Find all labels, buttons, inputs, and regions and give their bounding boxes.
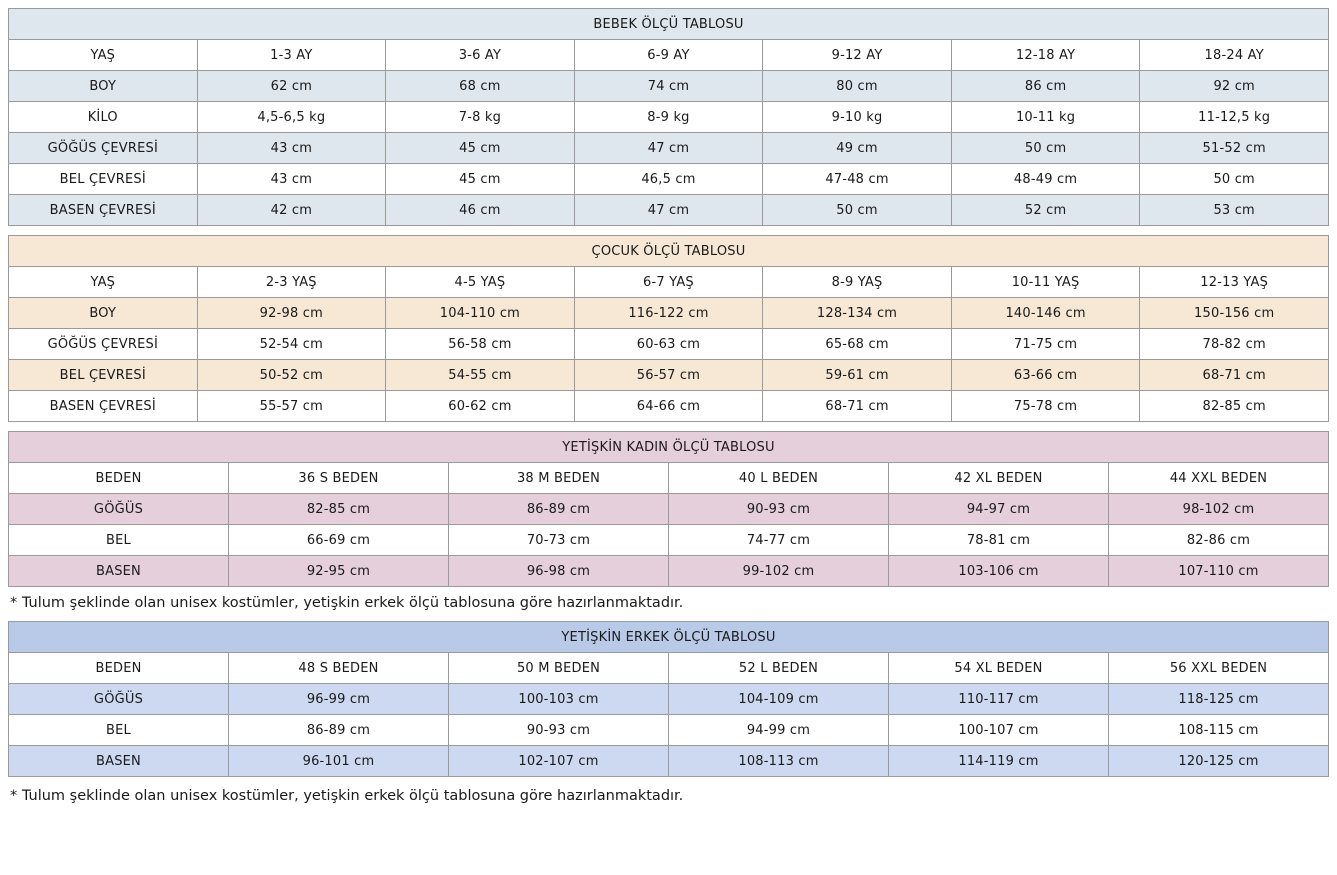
table-cell: 59-61 cm xyxy=(763,360,952,391)
table-title-row xyxy=(9,432,1329,463)
child-size-table xyxy=(8,235,1329,422)
table-cell: 53 cm xyxy=(1140,195,1329,226)
table-cell: 128-134 cm xyxy=(763,298,952,329)
table-cell: 82-85 cm xyxy=(1140,391,1329,422)
table-cell: 60-62 cm xyxy=(386,391,575,422)
table-cell: 47-48 cm xyxy=(763,164,952,195)
row-label: BOY xyxy=(9,71,198,102)
table-cell: 68 cm xyxy=(386,71,575,102)
table-cell: 96-101 cm xyxy=(229,746,449,777)
table-cell: 118-125 cm xyxy=(1109,684,1329,715)
women-size-table xyxy=(8,431,1329,587)
table-cell: 68-71 cm xyxy=(1140,360,1329,391)
table-row xyxy=(9,494,1329,525)
table-cell: 100-103 cm xyxy=(449,684,669,715)
table-row xyxy=(9,329,1329,360)
column-header: 42 XL BEDEN xyxy=(889,463,1109,494)
table-row xyxy=(9,556,1329,587)
column-header: 2-3 YAŞ xyxy=(197,267,386,298)
women-table-note: * Tulum şeklinde olan unisex kostümler, yetişkin erkek ölçü tablosuna göre hazırlanmaktadır. xyxy=(10,595,684,611)
row-label: BEL ÇEVRESİ xyxy=(9,360,198,391)
row-label: BASEN xyxy=(9,746,229,777)
table-cell: 74-77 cm xyxy=(669,525,889,556)
table-cell: 90-93 cm xyxy=(669,494,889,525)
table-cell: 43 cm xyxy=(197,164,386,195)
men-table-title: YETİŞKİN ERKEK ÖLÇÜ TABLOSU xyxy=(9,622,1329,653)
table-cell: 56-58 cm xyxy=(386,329,575,360)
column-header: 4-5 YAŞ xyxy=(386,267,575,298)
column-header: 54 XL BEDEN xyxy=(889,653,1109,684)
column-header: 44 XXL BEDEN xyxy=(1109,463,1329,494)
column-header: 52 L BEDEN xyxy=(669,653,889,684)
table-cell: 75-78 cm xyxy=(951,391,1140,422)
table-cell: 94-99 cm xyxy=(669,715,889,746)
table-row xyxy=(9,133,1329,164)
column-header: 50 M BEDEN xyxy=(449,653,669,684)
table-header-row xyxy=(9,40,1329,71)
table-cell: 86-89 cm xyxy=(449,494,669,525)
table-cell: 52-54 cm xyxy=(197,329,386,360)
table-cell: 104-110 cm xyxy=(386,298,575,329)
table-cell: 47 cm xyxy=(574,195,763,226)
column-header: 56 XXL BEDEN xyxy=(1109,653,1329,684)
row-label: BASEN xyxy=(9,556,229,587)
column-header: 48 S BEDEN xyxy=(229,653,449,684)
column-header: 9-12 AY xyxy=(763,40,952,71)
table-cell: 63-66 cm xyxy=(951,360,1140,391)
table-row xyxy=(9,102,1329,133)
table-row xyxy=(9,298,1329,329)
table-cell: 60-63 cm xyxy=(574,329,763,360)
table-cell: 45 cm xyxy=(386,164,575,195)
row-label: KİLO xyxy=(9,102,198,133)
table-cell: 120-125 cm xyxy=(1109,746,1329,777)
table-cell: 103-106 cm xyxy=(889,556,1109,587)
table-cell: 10-11 kg xyxy=(951,102,1140,133)
table-title-row xyxy=(9,9,1329,40)
row-label: BEL xyxy=(9,715,229,746)
row-label: GÖĞÜS ÇEVRESİ xyxy=(9,133,198,164)
table-cell: 107-110 cm xyxy=(1109,556,1329,587)
column-header: 8-9 YAŞ xyxy=(763,267,952,298)
table-cell: 62 cm xyxy=(197,71,386,102)
table-cell: 70-73 cm xyxy=(449,525,669,556)
table-cell: 46 cm xyxy=(386,195,575,226)
table-cell: 82-85 cm xyxy=(229,494,449,525)
table-header-row xyxy=(9,267,1329,298)
table-cell: 99-102 cm xyxy=(669,556,889,587)
table-cell: 86 cm xyxy=(951,71,1140,102)
table-cell: 92 cm xyxy=(1140,71,1329,102)
column-header: 6-9 AY xyxy=(574,40,763,71)
column-header: 38 M BEDEN xyxy=(449,463,669,494)
table-row xyxy=(9,195,1329,226)
table-cell: 98-102 cm xyxy=(1109,494,1329,525)
table-cell: 74 cm xyxy=(574,71,763,102)
women-table-title: YETİŞKİN KADIN ÖLÇÜ TABLOSU xyxy=(9,432,1329,463)
table-cell: 92-95 cm xyxy=(229,556,449,587)
column-header: BEDEN xyxy=(9,463,229,494)
column-header: YAŞ xyxy=(9,40,198,71)
column-header: 12-13 YAŞ xyxy=(1140,267,1329,298)
table-cell: 94-97 cm xyxy=(889,494,1109,525)
column-header: 1-3 AY xyxy=(197,40,386,71)
table-cell: 108-113 cm xyxy=(669,746,889,777)
table-cell: 48-49 cm xyxy=(951,164,1140,195)
table-row xyxy=(9,684,1329,715)
table-cell: 54-55 cm xyxy=(386,360,575,391)
row-label: BASEN ÇEVRESİ xyxy=(9,195,198,226)
table-cell: 45 cm xyxy=(386,133,575,164)
table-cell: 78-82 cm xyxy=(1140,329,1329,360)
table-cell: 50 cm xyxy=(1140,164,1329,195)
men-table-note: * Tulum şeklinde olan unisex kostümler, yetişkin erkek ölçü tablosuna göre hazırlanmaktadır. xyxy=(10,788,684,804)
row-label: BOY xyxy=(9,298,198,329)
baby-size-table xyxy=(8,8,1329,226)
column-header: 18-24 AY xyxy=(1140,40,1329,71)
table-cell: 9-10 kg xyxy=(763,102,952,133)
table-cell: 150-156 cm xyxy=(1140,298,1329,329)
table-cell: 46,5 cm xyxy=(574,164,763,195)
table-cell: 4,5-6,5 kg xyxy=(197,102,386,133)
row-label: GÖĞÜS xyxy=(9,494,229,525)
table-cell: 55-57 cm xyxy=(197,391,386,422)
row-label: GÖĞÜS ÇEVRESİ xyxy=(9,329,198,360)
child-table-title: ÇOCUK ÖLÇÜ TABLOSU xyxy=(9,236,1329,267)
row-label: GÖĞÜS xyxy=(9,684,229,715)
table-cell: 51-52 cm xyxy=(1140,133,1329,164)
table-cell: 140-146 cm xyxy=(951,298,1140,329)
table-cell: 56-57 cm xyxy=(574,360,763,391)
table-cell: 86-89 cm xyxy=(229,715,449,746)
table-cell: 50-52 cm xyxy=(197,360,386,391)
table-title-row xyxy=(9,622,1329,653)
table-cell: 50 cm xyxy=(951,133,1140,164)
table-cell: 90-93 cm xyxy=(449,715,669,746)
table-cell: 110-117 cm xyxy=(889,684,1109,715)
column-header: 40 L BEDEN xyxy=(669,463,889,494)
row-label: BEL ÇEVRESİ xyxy=(9,164,198,195)
table-cell: 66-69 cm xyxy=(229,525,449,556)
table-cell: 64-66 cm xyxy=(574,391,763,422)
column-header: BEDEN xyxy=(9,653,229,684)
table-cell: 116-122 cm xyxy=(574,298,763,329)
table-row xyxy=(9,164,1329,195)
table-cell: 52 cm xyxy=(951,195,1140,226)
column-header: 3-6 AY xyxy=(386,40,575,71)
table-cell: 11-12,5 kg xyxy=(1140,102,1329,133)
row-label: BASEN ÇEVRESİ xyxy=(9,391,198,422)
table-cell: 43 cm xyxy=(197,133,386,164)
column-header: YAŞ xyxy=(9,267,198,298)
table-row xyxy=(9,391,1329,422)
table-header-row xyxy=(9,463,1329,494)
column-header: 12-18 AY xyxy=(951,40,1140,71)
table-cell: 108-115 cm xyxy=(1109,715,1329,746)
men-size-table xyxy=(8,621,1329,777)
baby-table-title: BEBEK ÖLÇÜ TABLOSU xyxy=(9,9,1329,40)
table-cell: 7-8 kg xyxy=(386,102,575,133)
table-cell: 100-107 cm xyxy=(889,715,1109,746)
table-cell: 68-71 cm xyxy=(763,391,952,422)
table-cell: 47 cm xyxy=(574,133,763,164)
table-cell: 42 cm xyxy=(197,195,386,226)
table-cell: 80 cm xyxy=(763,71,952,102)
table-cell: 104-109 cm xyxy=(669,684,889,715)
column-header: 36 S BEDEN xyxy=(229,463,449,494)
table-cell: 50 cm xyxy=(763,195,952,226)
table-cell: 92-98 cm xyxy=(197,298,386,329)
column-header: 10-11 YAŞ xyxy=(951,267,1140,298)
table-row xyxy=(9,746,1329,777)
table-cell: 96-99 cm xyxy=(229,684,449,715)
table-cell: 82-86 cm xyxy=(1109,525,1329,556)
table-cell: 49 cm xyxy=(763,133,952,164)
table-row xyxy=(9,525,1329,556)
table-cell: 8-9 kg xyxy=(574,102,763,133)
table-title-row xyxy=(9,236,1329,267)
table-header-row xyxy=(9,653,1329,684)
table-row xyxy=(9,71,1329,102)
table-cell: 96-98 cm xyxy=(449,556,669,587)
table-cell: 65-68 cm xyxy=(763,329,952,360)
table-row xyxy=(9,715,1329,746)
column-header: 6-7 YAŞ xyxy=(574,267,763,298)
row-label: BEL xyxy=(9,525,229,556)
table-cell: 102-107 cm xyxy=(449,746,669,777)
table-cell: 78-81 cm xyxy=(889,525,1109,556)
table-cell: 71-75 cm xyxy=(951,329,1140,360)
table-cell: 114-119 cm xyxy=(889,746,1109,777)
table-row xyxy=(9,360,1329,391)
